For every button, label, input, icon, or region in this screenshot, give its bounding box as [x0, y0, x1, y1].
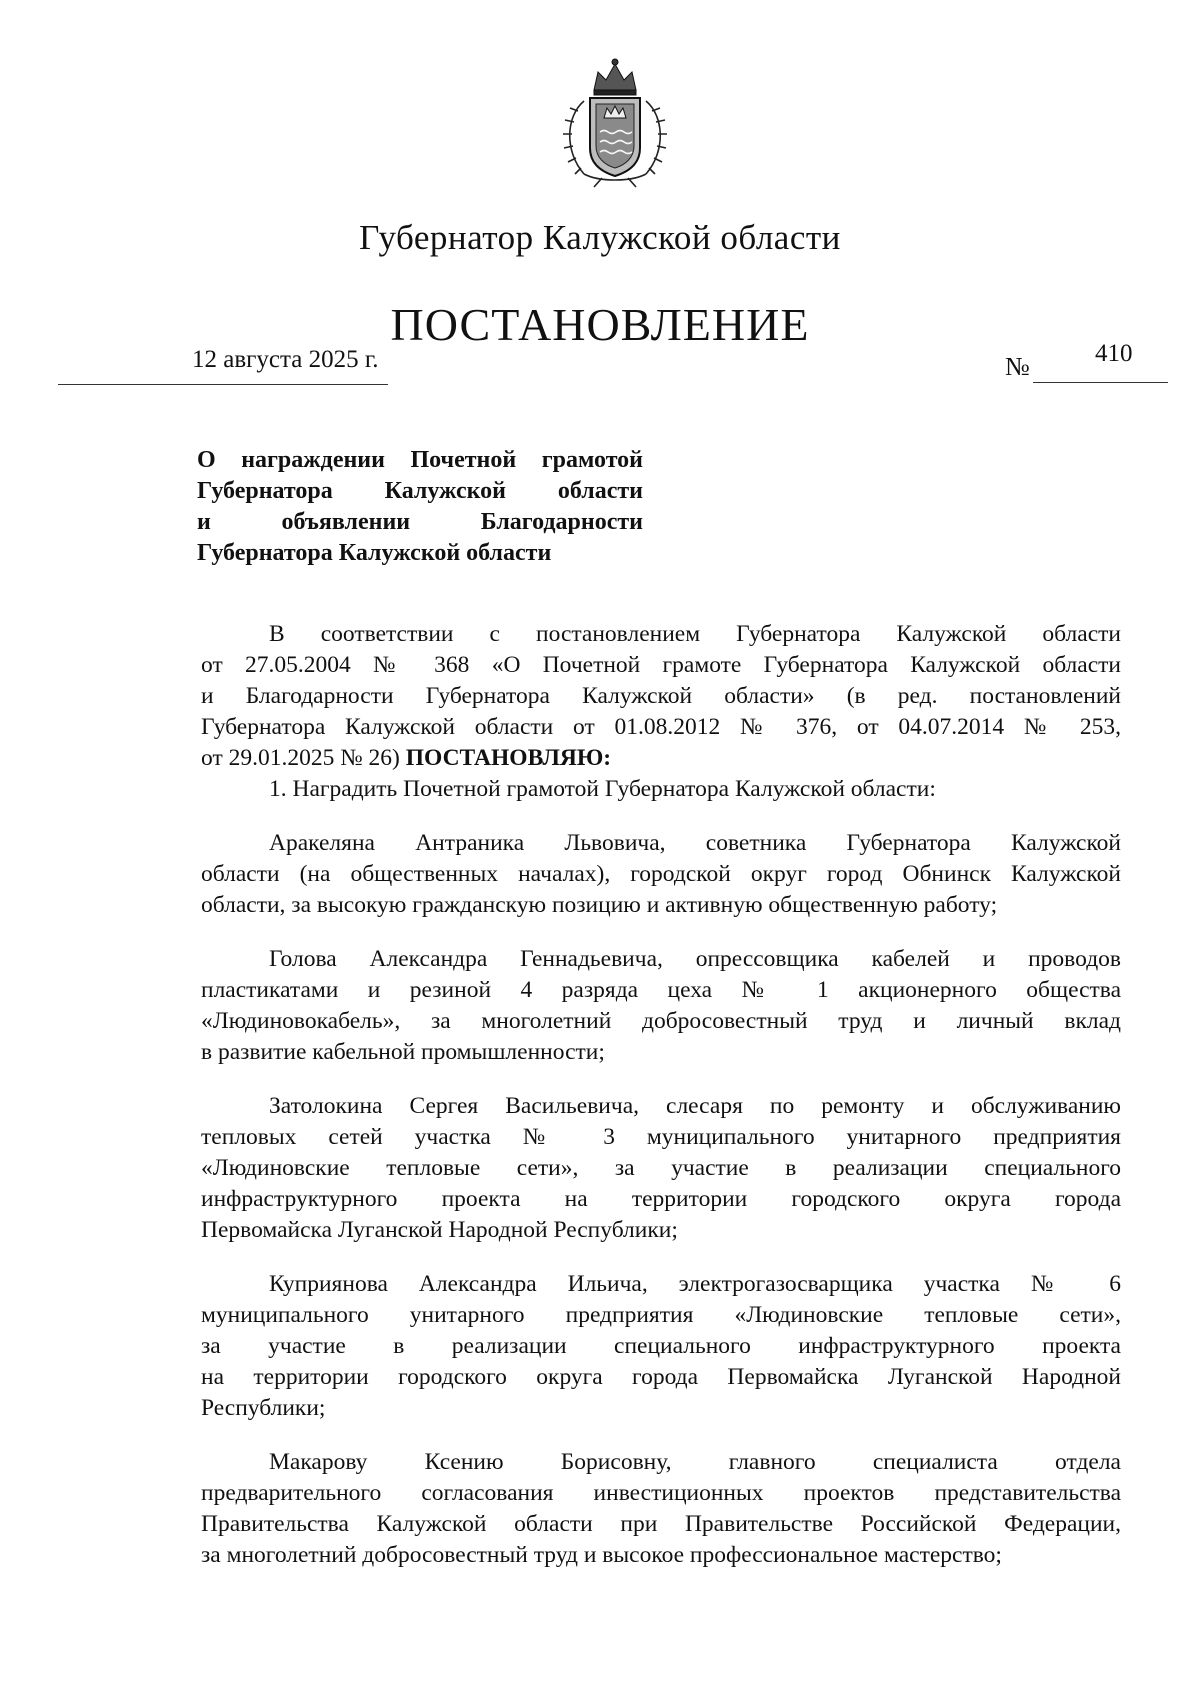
awardee-line: «Людиновские тепловые сети», за участие в реализации специального [201, 1155, 1121, 1181]
preamble-line: В соответствии с постановлением Губернатора Калужской области [269, 621, 1121, 647]
preamble-line: Губернатора Калужской области от 01.08.2012 № 376, от 04.07.2014 № 253, [201, 714, 1121, 740]
awardee-line: тепловых сетей участка № 3 муниципального унитарного предприятия [201, 1124, 1121, 1150]
date-underline [58, 384, 388, 385]
number-underline [1033, 382, 1168, 383]
kaluga-coat-of-arms-icon [554, 56, 676, 191]
document-type-title: ПОСТАНОВЛЕНИЕ [390, 299, 810, 350]
awardee-line: Аракеляна Антраника Львовича, советника Губернатора Калужской [269, 830, 1121, 856]
subject-line: Губернатора Калужской области [197, 478, 643, 504]
preamble-line: от 27.05.2004 № 368 «О Почетной грамоте Губернатора Калужской области [201, 652, 1121, 678]
awardee-paragraph [201, 944, 1121, 1068]
awardee-line: на территории городского округа города Первомайска Луганской Народной [201, 1364, 1121, 1390]
preamble-paragraph [201, 619, 1121, 774]
document-date: 12 августа 2025 г. [192, 346, 379, 373]
awardee-line: за участие в реализации специального инфраструктурного проекта [201, 1333, 1121, 1359]
item-1-text: 1. Наградить Почетной грамотой Губернатора Калужской области: [269, 776, 936, 802]
awardee-line: в развитие кабельной промышленности; [201, 1039, 605, 1065]
awardee-paragraph [201, 1447, 1121, 1571]
awardee-line: инфраструктурного проекта на территории городского округа города [201, 1186, 1121, 1212]
preamble-line: и Благодарности Губернатора Калужской области» (в ред. постановлений [201, 683, 1121, 709]
number-sign: № [1005, 352, 1030, 381]
item-1 [201, 774, 1121, 805]
awardee-line: Куприянова Александра Ильича, электрогазосварщика участка № 6 [269, 1271, 1121, 1297]
awardee-paragraph [201, 1269, 1121, 1424]
preamble-line: от 29.01.2025 № 26) [201, 745, 400, 771]
issuing-authority: Губернатор Калужской области [359, 218, 841, 257]
document-body [201, 619, 1121, 1571]
awardee-paragraph [201, 1091, 1121, 1246]
preamble-line-last [201, 743, 1121, 774]
awardee-paragraph [201, 828, 1121, 921]
awardee-line: Первомайска Луганской Народной Республики; [201, 1217, 678, 1243]
awardee-line: муниципального унитарного предприятия «Людиновские тепловые сети», [201, 1302, 1121, 1328]
awardee-line: области, за высокую гражданскую позицию и активную общественную работу; [201, 892, 998, 918]
awardee-line: за многолетний добросовестный труд и высокое профессиональное мастерство; [201, 1542, 1002, 1568]
awardee-line: предварительного согласования инвестиционных проектов представительства [201, 1480, 1121, 1506]
awardee-line: области (на общественных началах), городской округ город Обнинск Калужской [201, 861, 1121, 887]
awardee-line: пластикатами и резиной 4 разряда цеха № 1 акционерного общества [201, 977, 1121, 1003]
document-number: 410 [1095, 340, 1133, 367]
awardee-line: Правительства Калужской области при Правительстве Российской Федерации, [201, 1511, 1121, 1537]
document-subject [197, 445, 643, 569]
subject-line: и объявлении Благодарности [197, 509, 643, 535]
awardee-line: Макарову Ксению Борисовну, главного специалиста отдела [269, 1449, 1121, 1475]
awardee-line: Республики; [201, 1395, 326, 1421]
document-number-block [1005, 340, 1170, 388]
decree-word: ПОСТАНОВЛЯЮ: [405, 745, 612, 771]
awardee-line: «Людиновокабель», за многолетний добросовестный труд и личный вклад [201, 1008, 1121, 1034]
subject-line: О награждении Почетной грамотой [197, 447, 643, 473]
subject-line: Губернатора Калужской области [197, 540, 552, 566]
awardee-line: Затолокина Сергея Васильевича, слесаря по ремонту и обслуживанию [269, 1093, 1121, 1119]
awardee-line: Голова Александра Геннадьевича, опрессовщика кабелей и проводов [269, 946, 1121, 972]
document-date-block [58, 346, 388, 386]
